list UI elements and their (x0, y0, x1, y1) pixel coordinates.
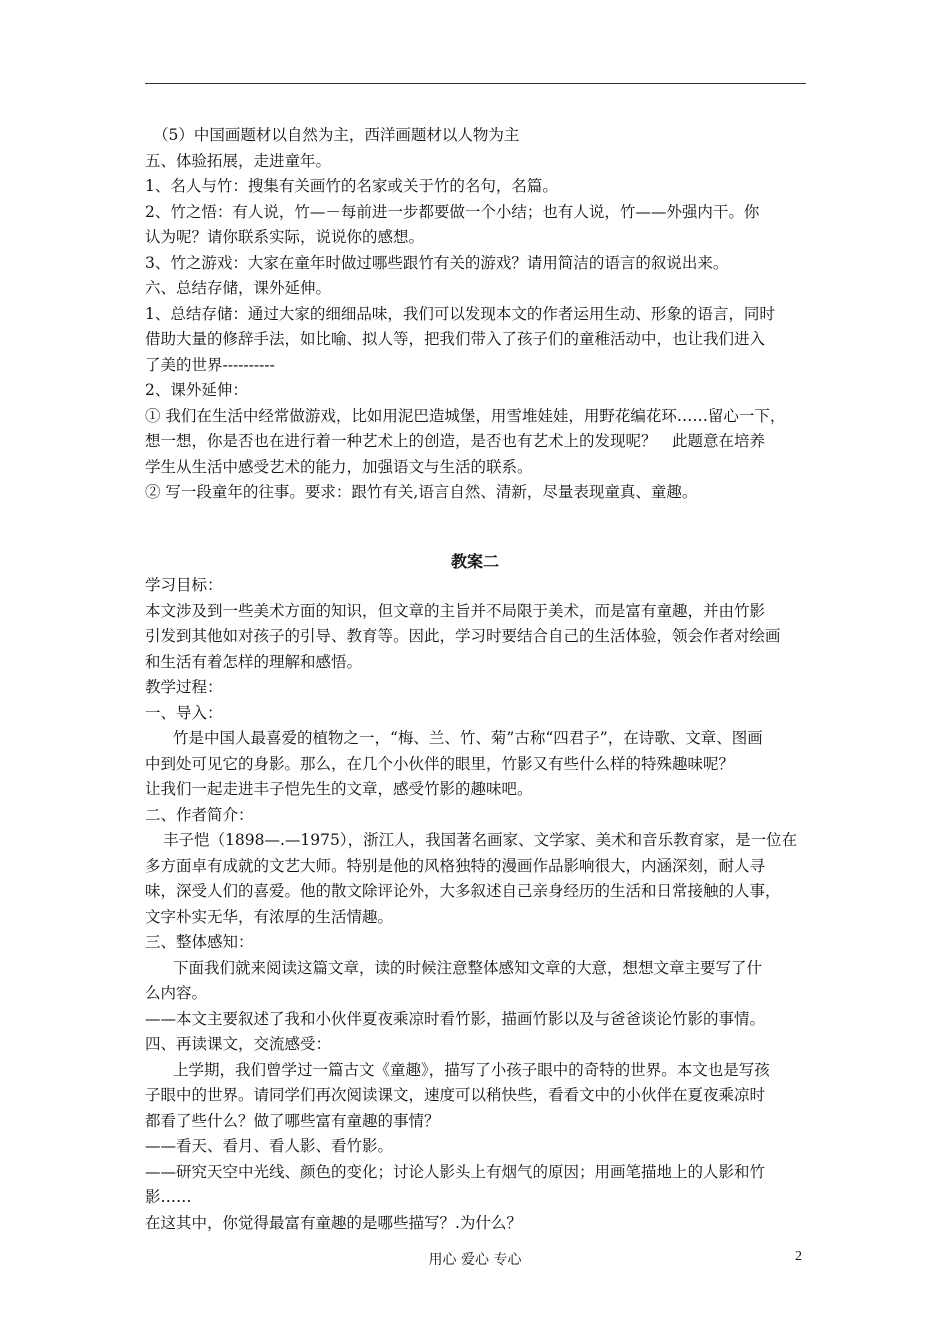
paragraph-line: 竹是中国人最喜爱的植物之一，“梅、兰、竹、菊”古称“四君子”，在诗歌、文章、图画 (173, 729, 763, 747)
paragraph-line: 么内容。 (145, 984, 208, 1002)
paragraph-line: 味，深受人们的喜爱。他的散文除评论外，大多叙述自己亲身经历的生活和日常接触的人事， (145, 882, 781, 900)
paragraph-line: （5）中国画题材以自然为主，西洋画题材以人物为主 (153, 126, 520, 144)
page-number: 2 (795, 1249, 802, 1264)
section-1-text (145, 123, 825, 506)
paragraph-line: 三、整体感知： (145, 933, 254, 951)
section-heading: 教案二 (450, 552, 499, 571)
paragraph-line: 在这其中，你觉得最富有童趣的是哪些描写？.为什么？ (145, 1213, 522, 1232)
paragraph-line: 四、再读课文，交流感受： (145, 1035, 332, 1053)
paragraph-line: 引发到其他如对孩子的引导、教育等。因此，学习时要结合自己的生活体验，领会作者对绘画 (145, 627, 781, 645)
paragraph-line: 学习目标： (145, 576, 223, 594)
page-footer: 用心 爱心 专心 (428, 1252, 522, 1268)
paragraph-line: ——看天、看月、看人影、看竹影。 (145, 1137, 394, 1155)
paragraph-line: 都看了些什么？做了哪些富有童趣的事情？ (145, 1111, 440, 1130)
paragraph-line: 五、体验拓展，走进童年。 (145, 151, 332, 170)
section-2-text (145, 573, 825, 1236)
paragraph-line: 教学过程： (145, 678, 223, 696)
paragraph-line: ① 我们在生活中经常做游戏，比如用泥巴造城堡，用雪堆娃娃，用野花编花环……留心一下， (145, 406, 786, 425)
paragraph-line: 借助大量的修辞手法，如比喻、拟人等，把我们带入了孩子们的童稚活动中，也让我们进入 (145, 330, 766, 348)
paragraph-line: 多方面卓有成就的文艺大师。特别是他的风格独特的漫画作品影响很大，内涵深刻，耐人寻 (145, 856, 766, 875)
paragraph-line: 下面我们就来阅读这篇文章，读的时候注意整体感知文章的大意，想想文章主要写了什 (173, 958, 763, 977)
paragraph-line: 了美的世界---------- (145, 355, 275, 374)
paragraph-line: 1、名人与竹：搜集有关画竹的名家或关于竹的名句，名篇。 (145, 177, 558, 195)
paragraph-line: 上学期，我们曾学过一篇古文《童趣》，描写了小孩子眼中的奇特的世界。本文也是写孩 (173, 1060, 770, 1079)
paragraph-line: 六、总结存储，课外延伸。 (145, 279, 332, 297)
paragraph-line: 影…… (145, 1188, 192, 1206)
paragraph-line: 和生活有着怎样的理解和感悟。 (145, 652, 363, 671)
paragraph-line: 本文涉及到一些美术方面的知识，但文章的主旨并不局限于美术，而是富有童趣，并由竹影 (145, 601, 766, 620)
paragraph-line: ——本文主要叙述了我和小伙伴夏夜乘凉时看竹影，描画竹影以及与爸爸谈论竹影的事情。 (145, 1009, 766, 1028)
paragraph-line: 2、课外延伸： (145, 381, 248, 399)
paragraph-line: 文字朴实无华，有浓厚的生活情趣。 (145, 907, 394, 926)
paragraph-line: 二、作者简介： (145, 805, 254, 824)
paragraph-line: 3、竹之游戏：大家在童年时做过哪些跟竹有关的游戏？请用简洁的语言的叙说出来。 (145, 253, 729, 272)
paragraph-line: 一、导入： (145, 703, 223, 722)
paragraph-line: 学生从生活中感受艺术的能力，加强语文与生活的联系。 (145, 457, 533, 476)
paragraph-line: 想一想，你是否也在进行着一种艺术上的创造，是否也有艺术上的发现呢？ 此题意在培养 (145, 432, 766, 450)
paragraph-line: 1、总结存储：通过大家的细细品味，我们可以发现本文的作者运用生动、形象的语言，同时 (145, 304, 775, 323)
header-rule (145, 83, 806, 84)
paragraph-line: 子眼中的世界。请同学们再次阅读课文，速度可以稍快些，看看文中的小伙伴在夏夜乘凉时 (145, 1086, 766, 1104)
paragraph-line: 让我们一起走进丰子恺先生的文章，感受竹影的趣味吧。 (145, 780, 533, 798)
paragraph-line: 2、竹之悟：有人说，竹—－每前进一步都要做一个小结；也有人说，竹——外强内干。你 (145, 202, 760, 221)
paragraph-line: 认为呢？请你联系实际，说说你的感想。 (145, 228, 425, 246)
paragraph-line: ② 写一段童年的往事。要求：跟竹有关,语言自然、清新，尽量表现童真、童趣。 (145, 483, 698, 501)
paragraph-line: 中到处可见它的身影。那么，在几个小伙伴的眼里，竹影又有些什么样的特殊趣味呢？ (145, 754, 735, 773)
paragraph-line: ——研究天空中光线、颜色的变化；讨论人影头上有烟气的原因；用画笔描地上的人影和竹 (145, 1162, 766, 1181)
paragraph-line: 丰子恺（1898—.—1975），浙江人，我国著名画家、文学家、美术和音乐教育家，是一位在 (163, 831, 798, 849)
